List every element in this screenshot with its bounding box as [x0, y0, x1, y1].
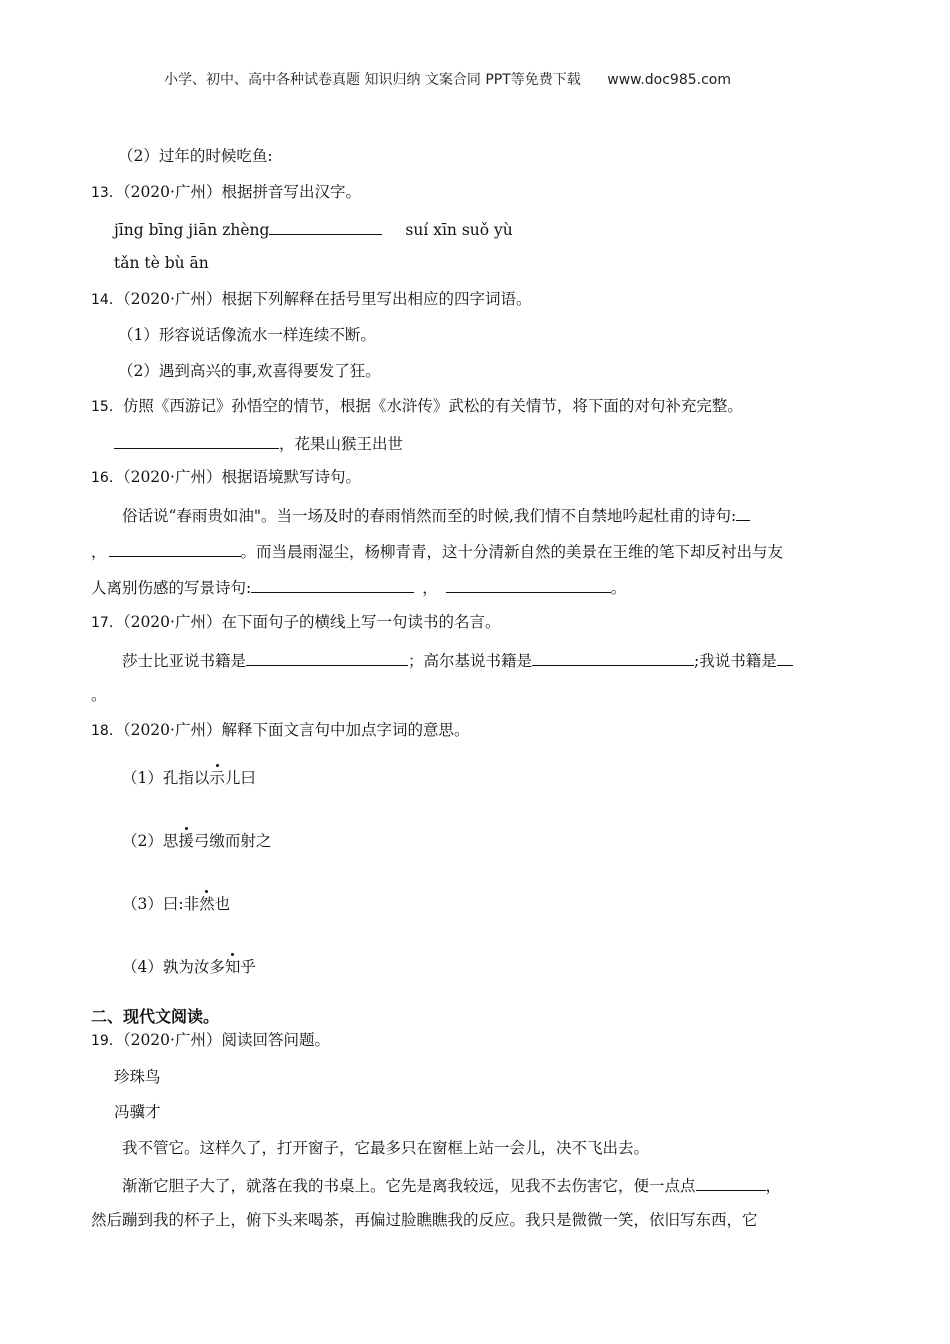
passage-p2-start: 渐渐它胆子大了，就落在我的书桌上。它先是离我较远，见我不去伤害它，便一点点	[122, 1177, 696, 1195]
passage-p2-comma: ，	[765, 1177, 782, 1195]
q16-blank-3[interactable]	[251, 576, 414, 593]
q13-number: 13．	[91, 185, 123, 201]
q16-para-3: 人离别伤感的写景诗句:	[91, 579, 252, 597]
q18-item-2	[122, 831, 271, 851]
q16-text: 根据语境默写诗句。	[221, 468, 361, 486]
header-url: www.doc985.com	[607, 72, 731, 88]
q16-comma: ，	[91, 543, 107, 561]
q17-number: 17．	[91, 615, 123, 631]
q17-part-3: ;我说书籍是	[694, 652, 777, 670]
q13-pinyin-1: jīng bīng jiān zhèng	[114, 221, 270, 239]
q16-number: 16．	[91, 470, 123, 486]
q16-end: 。	[610, 579, 627, 597]
q18-item-3-post: 也	[214, 895, 231, 913]
q15-answer-blank[interactable]	[114, 432, 279, 449]
q16-para-1: 俗话说“春雨贵如油"。当一场及时的春雨悄然而至的时候,我们情不自禁地吟起杜甫的诗句:	[122, 507, 737, 525]
header-tagline: 小学、初中、高中各种试卷真题 知识归纳 文案合同 PPT等免费下载	[164, 72, 581, 88]
passage-author: 冯骥才	[114, 1103, 161, 1121]
q17-source: （2020·广州）	[122, 613, 222, 631]
q17-text: 在下面句子的横线上写一句读书的名言。	[221, 613, 501, 631]
q14-number: 14．	[91, 292, 123, 308]
q13-pinyin-row	[114, 218, 513, 240]
q15-stem	[91, 396, 743, 417]
q18-stem	[91, 720, 469, 741]
header-text	[164, 70, 731, 90]
q16-para-line-2	[91, 540, 783, 562]
q15-number: 15．	[91, 399, 123, 415]
q16-source: （2020·广州）	[122, 468, 222, 486]
q13-source: （2020·广州）	[122, 183, 222, 201]
q18-item-4-dotted: 知	[224, 958, 241, 976]
q18-item-3	[122, 894, 230, 914]
passage-paragraph-1: 我不管它。这样久了，打开窗子，它最多只在窗框上站一会儿，决不飞出去。	[122, 1139, 650, 1157]
q16-comma-2: ，	[422, 579, 438, 597]
q17-end: 。	[91, 686, 107, 704]
q19-blank-1[interactable]	[696, 1174, 766, 1191]
q17-stem	[91, 612, 500, 633]
q16-para-line-1	[122, 504, 750, 526]
section-2-title: 二、现代文阅读。	[91, 1007, 220, 1026]
q17-blank-1[interactable]	[246, 649, 408, 666]
q18-source: （2020·广州）	[122, 721, 222, 739]
passage-title: 珍珠鸟	[114, 1068, 161, 1086]
q13-pinyin-2: suí xīn suǒ yù	[405, 221, 513, 239]
q15-text: 仿照《西游记》孙悟空的情节，根据《水浒传》武松的有关情节，将下面的对句补充完整。	[122, 397, 743, 415]
q13-text: 根据拼音写出汉字。	[221, 183, 361, 201]
q18-item-2-pre: （2）思	[122, 832, 179, 850]
q15-answer-row	[114, 432, 403, 454]
q16-stem	[91, 467, 361, 488]
q13-answer-blank-1[interactable]	[269, 218, 382, 235]
q16-blank-4[interactable]	[446, 576, 611, 593]
q19-stem	[91, 1030, 330, 1051]
q18-number: 18．	[91, 723, 123, 739]
q17-part-1: 莎士比亚说书籍是	[122, 652, 247, 670]
q17-blank-2[interactable]	[532, 649, 694, 666]
q18-item-4-post: 乎	[240, 958, 256, 976]
q19-source: （2020·广州）	[122, 1031, 222, 1049]
q16-para-2: 。而当晨雨湿尘，杨柳青青，这十分清新自然的美景在王维的笔下却反衬出与友	[240, 543, 784, 561]
q18-item-3-dotted: 然	[199, 895, 215, 913]
q15-answer-suffix: ，花果山猴王出世	[279, 435, 404, 453]
q16-blank-2[interactable]	[109, 540, 241, 557]
q14-item-2: （2）遇到高兴的事,欢喜得要发了狂。	[118, 362, 381, 380]
q18-item-3-pre: （3）曰:非	[122, 895, 200, 913]
q18-item-2-post: 弓缴而射之	[193, 832, 272, 850]
q17-blank-3[interactable]	[777, 649, 793, 666]
q18-item-2-dotted: 援	[178, 832, 194, 850]
q18-item-1-pre: （1）孔指以	[122, 769, 210, 787]
q17-part-2: ；高尔基说书籍是	[408, 652, 533, 670]
q13-pinyin-3: tǎn tè bù ān	[114, 254, 209, 272]
q14-source: （2020·广州）	[122, 290, 222, 308]
q18-item-1	[122, 768, 256, 788]
passage-paragraph-2-line-1	[122, 1174, 781, 1196]
q19-number: 19．	[91, 1033, 123, 1049]
q13-stem	[91, 182, 361, 203]
q17-sentence	[122, 649, 793, 671]
q19-text: 阅读回答问题。	[221, 1031, 330, 1049]
q18-text: 解释下面文言句中加点字词的意思。	[221, 721, 470, 739]
q18-item-4	[122, 957, 256, 977]
q18-item-1-dotted: 示	[209, 769, 225, 787]
q12-item-2: （2）过年的时候吃鱼:	[118, 147, 273, 165]
q14-item-1: （1）形容说话像流水一样连续不断。	[118, 326, 376, 344]
passage-paragraph-2-line-2: 然后蹦到我的杯子上，俯下头来喝茶，再偏过脸瞧瞧我的反应。我只是微微一笑，依旧写东西，它	[91, 1211, 758, 1229]
q18-item-1-post: 儿曰	[224, 769, 256, 787]
q16-para-line-3	[91, 576, 626, 598]
q14-text: 根据下列解释在括号里写出相应的四字词语。	[221, 290, 532, 308]
q14-stem	[91, 289, 531, 310]
q16-blank-1[interactable]	[736, 504, 750, 521]
q18-item-4-pre: （4）孰为汝多	[122, 958, 225, 976]
